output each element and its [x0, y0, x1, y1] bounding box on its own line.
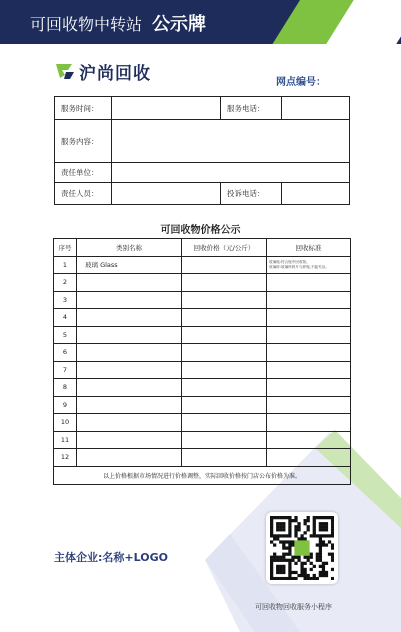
row-number: 9 — [54, 396, 77, 414]
service-time-value — [112, 97, 221, 120]
col-header-standard: 回收标准 — [267, 239, 351, 257]
col-header-name: 类别名称 — [77, 239, 182, 257]
row-standard-line: 玻璃瓶:符合瓶中回收物。 — [269, 259, 310, 264]
row-standard — [267, 256, 351, 274]
table-row — [54, 291, 351, 309]
row-price — [182, 379, 267, 397]
complaint-phone-value — [282, 183, 350, 205]
col-header-no: 序号 — [54, 239, 77, 257]
service-phone-label: 服务电话： — [221, 97, 282, 120]
row-standard — [267, 344, 351, 362]
header-banner — [0, 0, 401, 44]
row-price — [182, 326, 267, 344]
row-number: 10 — [54, 414, 77, 432]
row-standard — [267, 274, 351, 292]
table-row — [54, 431, 351, 449]
table-row — [54, 396, 351, 414]
table-row — [54, 309, 351, 327]
price-table — [53, 238, 351, 485]
table-row — [54, 449, 351, 467]
row-price — [182, 291, 267, 309]
qr-code-icon[interactable] — [270, 516, 334, 580]
row-category-name — [77, 396, 182, 414]
price-table-title: 可回收物价格公示 — [160, 225, 241, 236]
row-number: 6 — [54, 344, 77, 362]
row-standard-line: 玻璃碎:玻璃杯碎片与碎瓶,不能夹杂。 — [269, 264, 329, 269]
brand-name: 沪尚回收 — [79, 63, 151, 84]
row-number: 5 — [54, 326, 77, 344]
row-standard — [267, 291, 351, 309]
responsible-person-value — [112, 183, 221, 205]
row-category-name — [77, 431, 182, 449]
service-content-value — [112, 120, 350, 163]
row-price — [182, 344, 267, 362]
table-row — [54, 414, 351, 432]
row-standard — [267, 414, 351, 432]
info-table — [54, 96, 350, 205]
responsible-person-label: 责任人员： — [55, 183, 112, 205]
table-row — [54, 361, 351, 379]
service-time-label: 服务时间： — [55, 97, 112, 120]
row-number: 7 — [54, 361, 77, 379]
table-row — [54, 274, 351, 292]
row-category-name — [77, 291, 182, 309]
row-price — [182, 431, 267, 449]
row-number: 1 — [54, 256, 77, 274]
row-price — [182, 414, 267, 432]
row-standard — [267, 309, 351, 327]
row-number: 3 — [54, 291, 77, 309]
row-standard — [267, 379, 351, 397]
company-name-label: 主体企业:名称+LOGO — [54, 551, 168, 564]
table-row — [54, 379, 351, 397]
row-number: 12 — [54, 449, 77, 467]
row-price — [182, 309, 267, 327]
row-price — [182, 361, 267, 379]
row-price — [182, 256, 267, 274]
responsible-unit-label: 责任单位： — [55, 163, 112, 183]
service-content-label: 服务内容： — [55, 120, 112, 163]
row-standard — [267, 326, 351, 344]
table-row — [54, 256, 351, 274]
row-standard — [267, 449, 351, 467]
qr-code-card[interactable] — [266, 512, 338, 584]
row-standard — [267, 431, 351, 449]
row-category-name — [77, 414, 182, 432]
row-category-name — [77, 326, 182, 344]
price-note: 以上价格根据市场情况进行价格调整，实际回收价格按门店公布价格为准。 — [54, 466, 351, 484]
row-category-name — [77, 274, 182, 292]
row-price — [182, 396, 267, 414]
row-category-name — [77, 344, 182, 362]
row-standard — [267, 361, 351, 379]
row-category-name — [77, 379, 182, 397]
service-phone-value — [282, 97, 350, 120]
station-number-label: 网点编号： — [276, 77, 326, 88]
recycle-leaf-icon — [54, 61, 76, 81]
row-number: 11 — [54, 431, 77, 449]
table-row — [54, 344, 351, 362]
complaint-phone-label: 投诉电话： — [221, 183, 282, 205]
brand-logo — [54, 60, 151, 82]
qr-code-label: 可回收物回收服务小程序 — [255, 603, 332, 611]
row-price — [182, 449, 267, 467]
col-header-price: 回收价格（元/公斤） — [182, 239, 267, 257]
row-category-name — [77, 309, 182, 327]
row-number: 4 — [54, 309, 77, 327]
page-title: 可回收物中转站 公示牌 — [30, 14, 207, 35]
row-price — [182, 274, 267, 292]
table-row — [54, 326, 351, 344]
row-number: 8 — [54, 379, 77, 397]
responsible-unit-value — [112, 163, 350, 183]
row-standard — [267, 396, 351, 414]
row-category-name — [77, 449, 182, 467]
row-category-name: 玻璃 Glass — [77, 256, 182, 274]
row-number: 2 — [54, 274, 77, 292]
row-category-name — [77, 361, 182, 379]
